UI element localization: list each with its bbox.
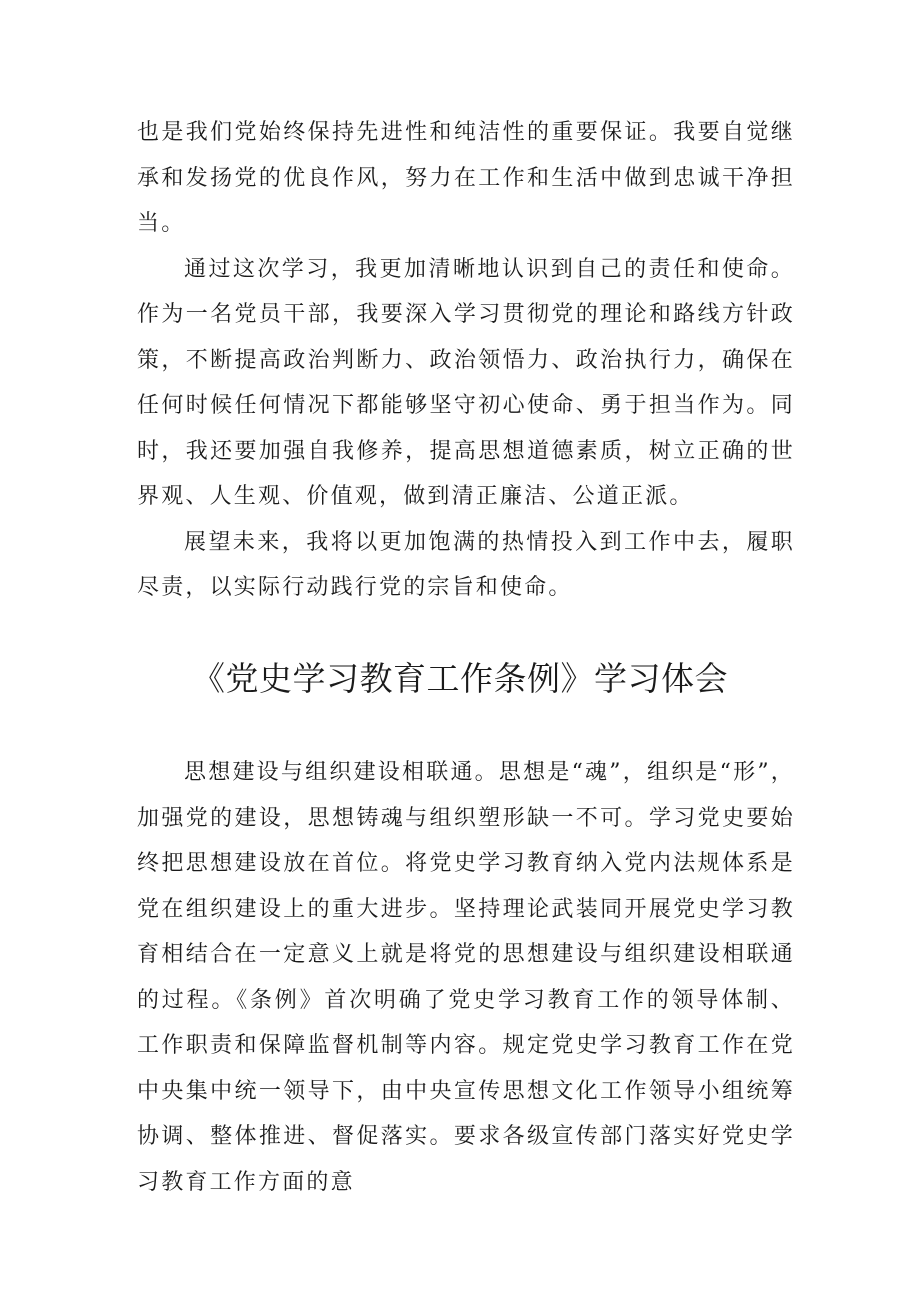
article-body-section — [137, 750, 795, 1205]
previous-article-section — [137, 110, 795, 611]
paragraph-ideology-organization: 思想建设与组织建设相联通。思想是“魂”，组织是“形”，加强党的建设，思想铸魂与组织塑形缺一不可。学习党史要始终把思想建设放在首位。将党史学习教育纳入党内法规体系是党在组织建设上的重大进步。坚持理论武装同开展党史学习教育相结合在一定意义上就是将党的思想建设与组织建设相联通的过程。《条例》首次明确了党史学习教育工作的领导体制、工作职责和保障监督机制等内容。规定党史学习教育工作在党中央集中统一领导下，由中央宣传思想文化工作领导小组统筹协调、整体推进、督促落实。要求各级宣传部门落实好党史学习教育工作方面的意 — [137, 760, 795, 1195]
paragraph-outlook: 展望未来，我将以更加饱满的热情投入到工作中去，履职尽责，以实际行动践行党的宗旨和使命。 — [137, 529, 795, 600]
paragraph-continuation: 也是我们党始终保持先进性和纯洁性的重要保证。我要自觉继承和发扬党的优良作风，努力在工作和生活中做到忠诚干净担当。 — [137, 120, 795, 236]
section-title: 《党史学习教育工作条例》学习体会 — [192, 659, 728, 698]
paragraph-responsibility: 通过这次学习，我更加清晰地认识到自己的责任和使命。作为一名党员干部，我要深入学习贯彻党的理论和路线方针政策，不断提高政治判断力、政治领悟力、政治执行力，确保在任何时候任何情况下都能够坚守初心使命、勇于担当作为。同时，我还要加强自我修养，提高思想道德素质，树立正确的世界观、人生观、价值观，做到清正廉洁、公道正派。 — [137, 256, 795, 509]
